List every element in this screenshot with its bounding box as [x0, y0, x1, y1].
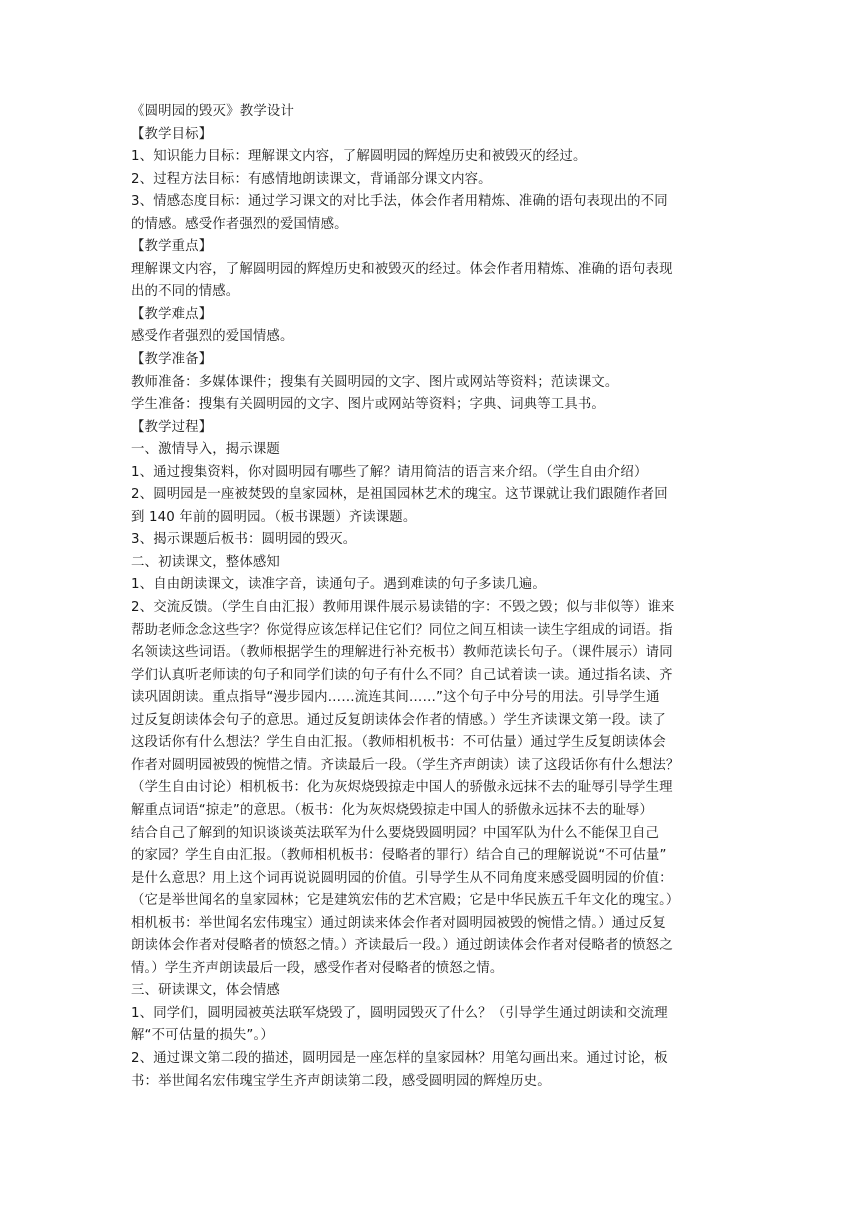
- text-line: 3、情感态度目标：通过学习课文的对比手法，体会作者用精炼、准确的语句表现出的不同: [131, 194, 668, 210]
- text-line: 2、圆明园是一座被焚毁的皇家园林，是祖国园林艺术的瑰宝。这节课就让我们跟随作者回: [131, 487, 668, 503]
- text-line: 的家园？学生自由汇报。（教师相机板书：侵略者的罪行）结合自己的理解说说“不可估量”: [131, 848, 667, 864]
- document-lines: [131, 124, 731, 1094]
- text-line: 1、通过搜集资料，你对圆明园有哪些了解？请用简洁的语言来介绍。（学生自由介绍）: [131, 464, 648, 480]
- text-line: 帮助老师念念这些字？你觉得应该怎样记住它们？同位之间互相读一读生字组成的词语。指: [131, 622, 673, 638]
- text-line: 出的不同的情感。: [131, 284, 240, 300]
- text-line: 解“不可估量的损失”。）: [131, 1028, 274, 1044]
- text-line: 2、交流反馈。（学生自由汇报）教师用课件展示易读错的字：不毁之毁；似与非似等）谁来: [131, 600, 675, 616]
- text-line: 教师准备：多媒体课件；搜集有关圆明园的文字、图片或网站等资料；范读课文。: [131, 374, 619, 390]
- text-line: 是什么意思？用上这个词再说说圆明园的价值。引导学生从不同角度来感受圆明园的价值：: [131, 870, 673, 886]
- text-line: 【教学过程】: [131, 419, 213, 435]
- text-line: 学们认真听老师读的句子和同学们读的句子有什么不同？自己试着读一读。通过指名读、齐: [131, 667, 673, 683]
- text-line: 学生准备：搜集有关圆明园的文字、图片或网站等资料；字典、词典等工具书。: [131, 397, 605, 413]
- text-line: 3、揭示课题后板书：圆明园的毁灭。: [131, 532, 357, 548]
- document-title: 《圆明园的毁灭》教学设计: [131, 104, 295, 119]
- text-line: 感受作者强烈的爱国情感。: [131, 329, 294, 345]
- text-line: 作者对圆明园被毁的惋惜之情。齐读最后一段。（学生齐声朗读）读了这段话你有什么想法？: [131, 757, 680, 773]
- text-line: 2、过程方法目标：有感情地朗读课文，背诵部分课文内容。: [131, 171, 492, 187]
- text-line: 理解课文内容，了解圆明园的辉煌历史和被毁灭的经过。体会作者用精炼、准确的语句表现: [131, 261, 673, 277]
- text-line: 二、初读课文，整体感知: [131, 554, 280, 570]
- text-line: 书：举世闻名宏伟瑰宝学生齐声朗读第二段，感受圆明园的辉煌历史。: [131, 1073, 551, 1089]
- text-line: （学生自由讨论）相机板书：化为灰烬烧毁掠走中国人的骄傲永远抹不去的耻辱引导学生理: [131, 780, 673, 796]
- text-line: 2、通过课文第二段的描述，圆明园是一座怎样的皇家园林？用笔勾画出来。通过讨论，板: [131, 1050, 668, 1066]
- text-line: 三、研读课文，体会情感: [131, 983, 280, 999]
- text-line: 名领读这些词语。（教师根据学生的理解进行补充板书）教师范读长句子。（课件展示）请同: [131, 645, 673, 661]
- text-line: 1、自由朗读课文，读准字音，读通句子。遇到难读的句子多读几遍。: [131, 577, 546, 593]
- text-line: 相机板书：举世闻名宏伟瑰宝）通过朗读来体会作者对圆明园被毁的惋惜之情。）通过反复: [131, 915, 666, 931]
- document-body: [131, 101, 731, 1093]
- text-line: 过反复朗读体会句子的意思。通过反复朗读体会作者的情感。）学生齐读课文第一段。读了: [131, 712, 666, 728]
- text-line: 1、知识能力目标：理解课文内容，了解圆明园的辉煌历史和被毁灭的经过。: [131, 149, 587, 165]
- text-line: 【教学目标】: [131, 126, 213, 142]
- text-line: 结合自己了解到的知识谈谈英法联军为什么要烧毁圆明园？中国军队为什么不能保卫自己: [131, 825, 660, 841]
- text-line: 【教学重点】: [131, 239, 213, 255]
- text-line: 1、同学们，圆明园被英法联军烧毁了，圆明园毁灭了什么？（引导学生通过朗读和交流理: [131, 1005, 668, 1021]
- text-line: （它是举世闻名的皇家园林；它是建筑宏伟的艺术宫殿；它是中华民族五千年文化的瑰宝。）: [131, 893, 680, 909]
- text-line: 情。）学生齐声朗读最后一段，感受作者对侵略者的愤怒之情。: [131, 960, 504, 976]
- text-line: 的情感。感受作者强烈的爱国情感。: [131, 216, 348, 232]
- text-line: 【教学准备】: [131, 352, 213, 368]
- text-line: 【教学难点】: [131, 306, 213, 322]
- text-line: 到 140 年前的圆明园。（板书课题）齐读课题。: [131, 509, 417, 525]
- text-line: 朗读体会作者对侵略者的愤怒之情。）齐读最后一段。）通过朗读体会作者对侵略者的愤怒之: [131, 938, 673, 954]
- text-line: 解重点词语“掠走”的意思。（板书：化为灰烬烧毁掠走中国人的骄傲永远抹不去的耻辱）: [131, 802, 654, 818]
- text-line: 这段话你有什么想法？学生自由汇报。（教师相机板书：不可估量）通过学生反复朗读体会: [131, 735, 666, 751]
- text-line: 一、激情导入，揭示课题: [131, 442, 280, 458]
- text-line: 读巩固朗读。重点指导“漫步园内……流连其间……”这个句子中分号的用法。引导学生通: [131, 690, 660, 706]
